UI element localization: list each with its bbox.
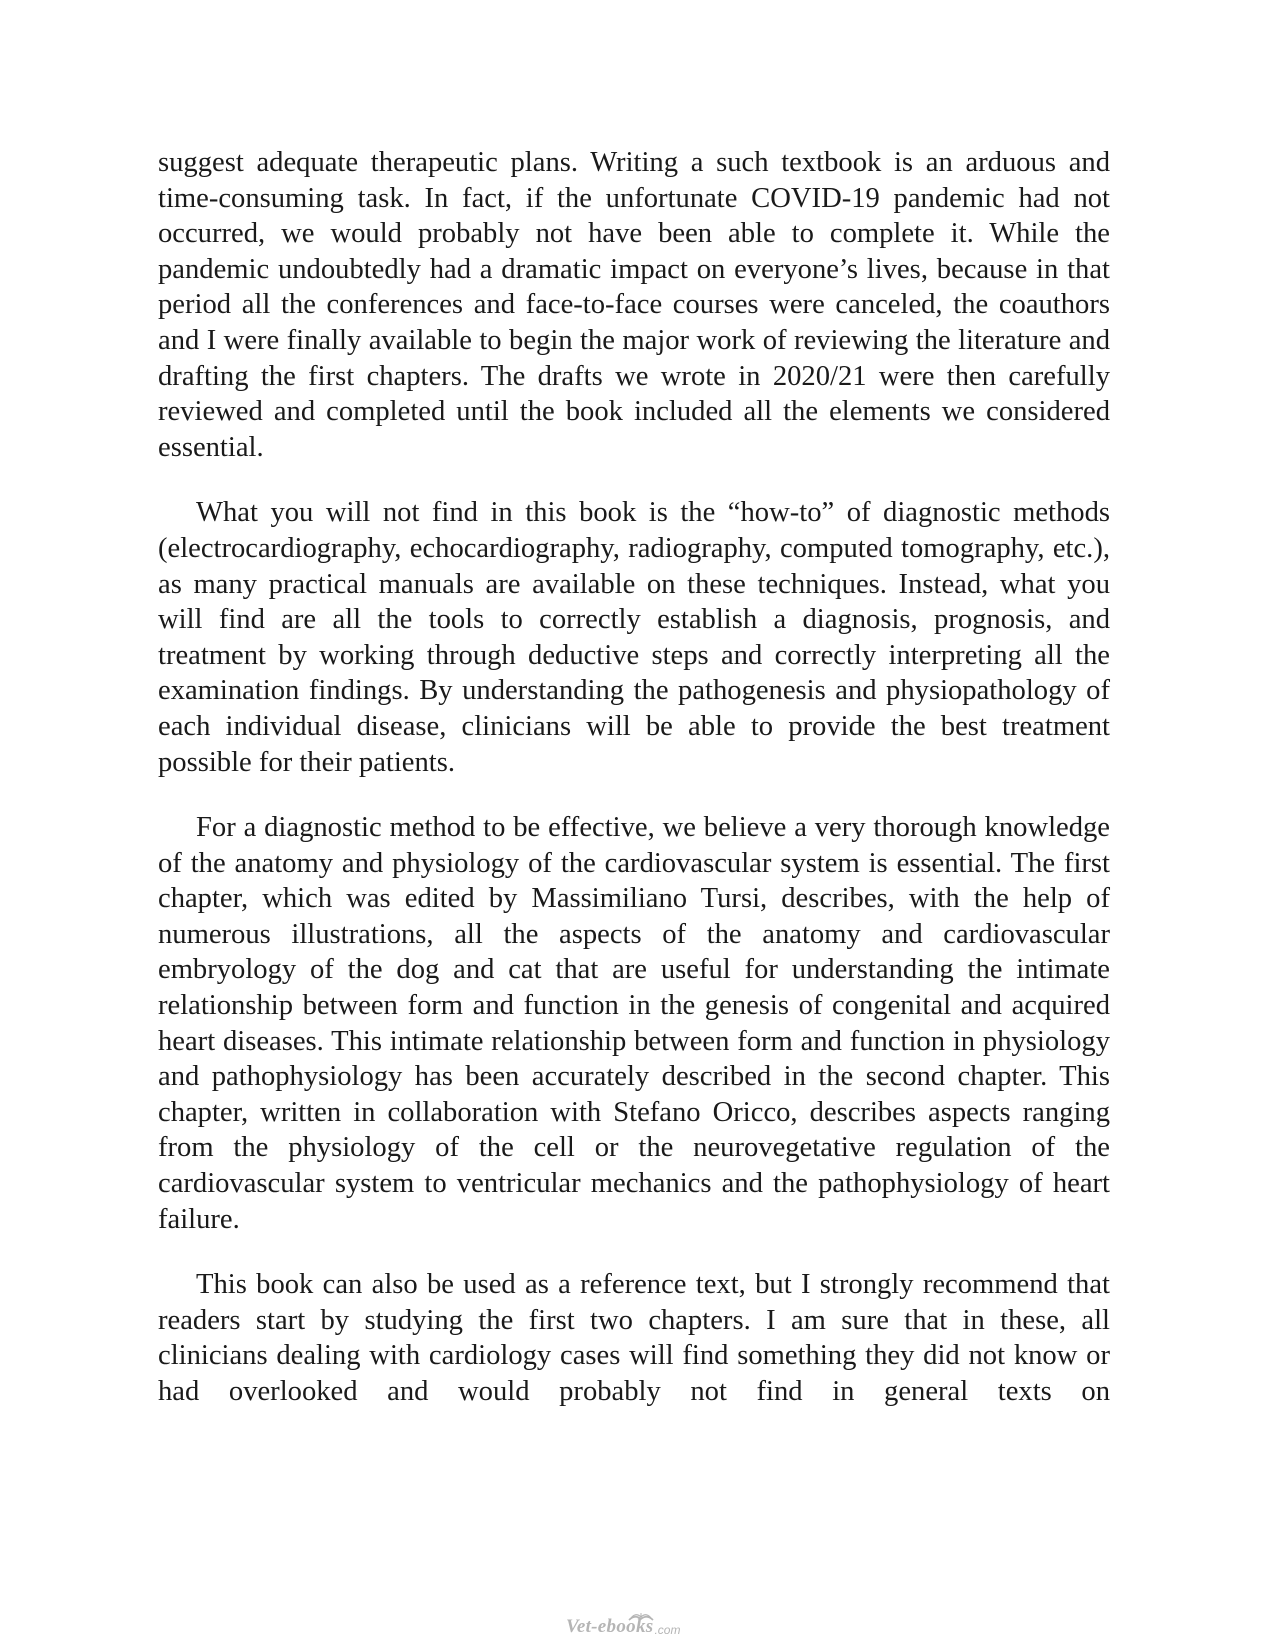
book-icon xyxy=(628,1610,654,1622)
watermark-domain-suffix: .com xyxy=(654,1623,681,1637)
paragraph-3: For a diagnostic method to be effective, we believe a very thorough knowledge of the anatomy and physiology of the cardiovascular system is essential. The first chapter, which was edited by Massimiliano Tursi, describes, with the help of numerous illustrations, all the aspects of the anatomy and cardiovascular embryology of the dog and cat that are useful for understanding the intimate relationship between form and function in the genesis of congenital and acquired heart diseases. This intimate relationship between form and function in physiology and pathophysiology has been accurately described in the second chapter. This chapter, written in collaboration with Stefano Oricco, describes aspects ranging from the physiology of the cell or the neurovegetative regulation of the cardiovascular system to ventricular mechanics and the pathophysiology of heart failure. xyxy=(158,812,1110,1235)
watermark-logo xyxy=(566,1612,708,1638)
paragraph-1: suggest adequate therapeutic plans. Writing a such textbook is an arduous and time-consuming task. In fact, if the unfortunate COVID-19 pandemic had not occurred, we would probably not have been able to complete it. While the pandemic undoubtedly had a dramatic impact on everyone’s lives, because in that period all the conferences and face-to-face courses were canceled, the coauthors and I were finally available to begin the major work of reviewing the literature and drafting the first chapters. The drafts we wrote in 2020/21 were then carefully reviewed and completed until the book included all the elements we considered essential. xyxy=(158,147,1110,463)
watermark-main-text: Vet-ebooks xyxy=(566,1616,654,1637)
paragraph-2: What you will not find in this book is the “how-to” of diagnostic methods (electrocardiography, echocardiography, radiography, computed tomography, etc.), as many practical manuals are available on these techniques. Instead, what you will find are all the tools to correctly establish a diagnosis, prognosis, and treatment by working through deductive steps and correctly interpreting all the examination findings. By understanding the pathogenesis and physiopathology of each individual disease, clinicians will be able to provide the best treatment possible for their patients. xyxy=(158,497,1110,778)
paragraph-4: This book can also be used as a reference text, but I strongly recommend that readers start by studying the first two chapters. I am sure that in these, all clinicians dealing with cardiology cases will find something they did not know or had overlooked and would probably not find in general texts on xyxy=(158,1269,1110,1407)
body-text xyxy=(158,145,1110,1410)
